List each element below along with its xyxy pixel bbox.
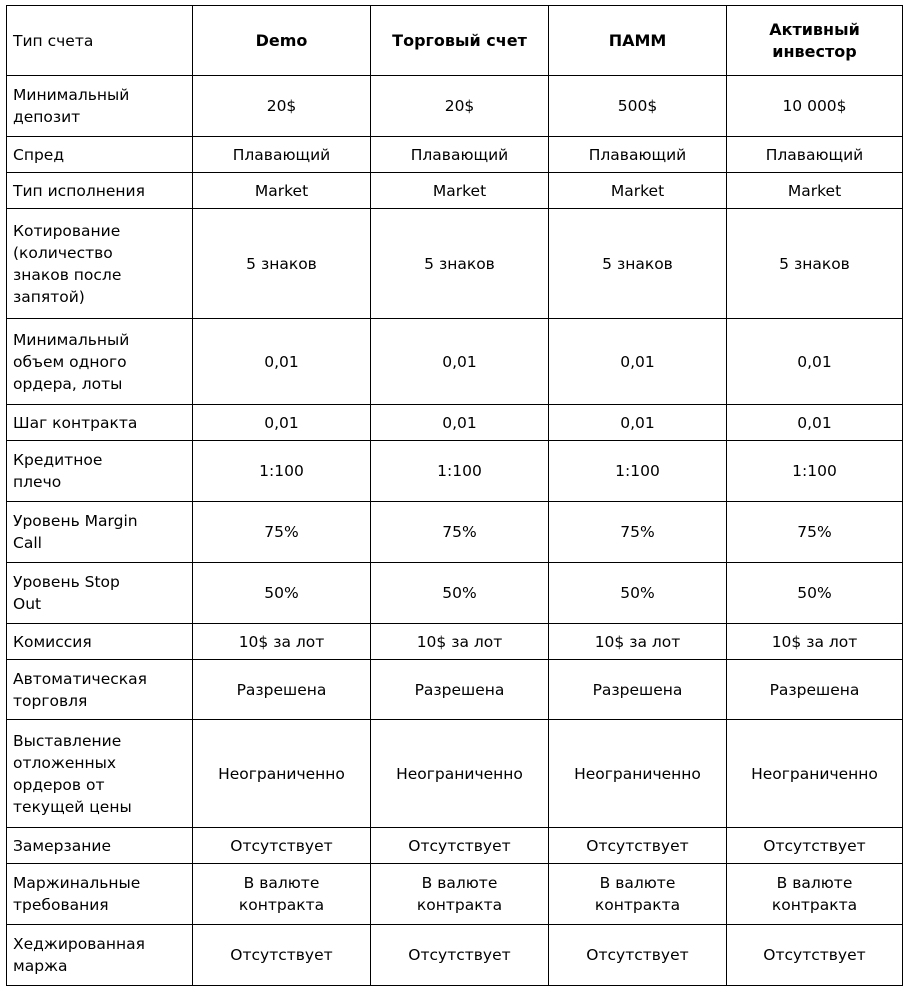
row-label: Хеджированная маржа [7, 925, 193, 986]
cell-value: Неограниченно [193, 720, 371, 828]
cell-value: 50% [549, 563, 727, 624]
cell-value: 0,01 [727, 405, 903, 441]
cell-value: 20$ [193, 76, 371, 137]
row-label: Минимальный депозит [7, 76, 193, 137]
cell-value: Отсутствует [193, 925, 371, 986]
cell-value: Неограниченно [549, 720, 727, 828]
table-row [7, 925, 903, 986]
cell-value: Market [727, 173, 903, 209]
row-label: Спред [7, 137, 193, 173]
cell-value: 500$ [549, 76, 727, 137]
header-active-investor: Активный инвестор [727, 6, 903, 76]
table-row [7, 319, 903, 405]
cell-value: 10$ за лот [371, 624, 549, 660]
table-row [7, 864, 903, 925]
table-row [7, 660, 903, 720]
cell-value: 75% [371, 502, 549, 563]
table-row [7, 76, 903, 137]
cell-value: Отсутствует [193, 828, 371, 864]
cell-value: Разрешена [193, 660, 371, 720]
cell-value: Отсутствует [727, 828, 903, 864]
row-label: Котирование (количество знаков после запятой) [7, 209, 193, 319]
cell-value: 5 знаков [371, 209, 549, 319]
cell-value: Отсутствует [727, 925, 903, 986]
cell-value: 10 000$ [727, 76, 903, 137]
cell-value: 50% [193, 563, 371, 624]
cell-value: Разрешена [727, 660, 903, 720]
cell-value: 5 знаков [727, 209, 903, 319]
cell-value: 50% [727, 563, 903, 624]
cell-value: Плавающий [727, 137, 903, 173]
row-label: Комиссия [7, 624, 193, 660]
table-row [7, 137, 903, 173]
cell-value: 75% [193, 502, 371, 563]
cell-value: В валюте контракта [193, 864, 371, 925]
cell-value: 1:100 [549, 441, 727, 502]
cell-value: В валюте контракта [727, 864, 903, 925]
cell-value: Неограниченно [727, 720, 903, 828]
cell-value: 5 знаков [549, 209, 727, 319]
cell-value: 75% [549, 502, 727, 563]
header-row-label: Тип счета [7, 6, 193, 76]
cell-value: 0,01 [193, 405, 371, 441]
cell-value: 50% [371, 563, 549, 624]
table-row [7, 209, 903, 319]
cell-value: 0,01 [549, 319, 727, 405]
header-row [7, 6, 903, 76]
cell-value: Неограниченно [371, 720, 549, 828]
row-label: Уровень Margin Call [7, 502, 193, 563]
account-comparison-table [6, 5, 903, 986]
row-label: Кредитное плечо [7, 441, 193, 502]
row-label: Автоматическая торговля [7, 660, 193, 720]
cell-value: 75% [727, 502, 903, 563]
row-label: Маржинальные требования [7, 864, 193, 925]
cell-value: Отсутствует [371, 828, 549, 864]
cell-value: В валюте контракта [549, 864, 727, 925]
row-label: Выставление отложенных ордеров от текущей цены [7, 720, 193, 828]
header-demo: Demo [193, 6, 371, 76]
cell-value: Отсутствует [549, 828, 727, 864]
cell-value: 20$ [371, 76, 549, 137]
row-label: Тип исполнения [7, 173, 193, 209]
table-row [7, 828, 903, 864]
cell-value: Market [549, 173, 727, 209]
cell-value: 5 знаков [193, 209, 371, 319]
row-label: Уровень Stop Out [7, 563, 193, 624]
row-label: Минимальный объем одного ордера, лоты [7, 319, 193, 405]
table-row [7, 624, 903, 660]
table-row [7, 405, 903, 441]
cell-value: Отсутствует [371, 925, 549, 986]
cell-value: 0,01 [371, 319, 549, 405]
table-row [7, 563, 903, 624]
cell-value: Плавающий [371, 137, 549, 173]
cell-value: 0,01 [371, 405, 549, 441]
cell-value: Плавающий [193, 137, 371, 173]
cell-value: 1:100 [371, 441, 549, 502]
table-row [7, 502, 903, 563]
table-row [7, 441, 903, 502]
row-label: Шаг контракта [7, 405, 193, 441]
cell-value: 0,01 [727, 319, 903, 405]
table-row [7, 720, 903, 828]
cell-value: 0,01 [193, 319, 371, 405]
header-trading-account: Торговый счет [371, 6, 549, 76]
cell-value: 0,01 [549, 405, 727, 441]
header-pamm: ПАММ [549, 6, 727, 76]
cell-value: Отсутствует [549, 925, 727, 986]
cell-value: Разрешена [549, 660, 727, 720]
cell-value: 10$ за лот [549, 624, 727, 660]
cell-value: 1:100 [727, 441, 903, 502]
table-row [7, 173, 903, 209]
cell-value: Market [371, 173, 549, 209]
cell-value: Плавающий [549, 137, 727, 173]
cell-value: Market [193, 173, 371, 209]
cell-value: 10$ за лот [193, 624, 371, 660]
row-label: Замерзание [7, 828, 193, 864]
cell-value: 1:100 [193, 441, 371, 502]
account-comparison-table-container [6, 5, 902, 986]
cell-value: 10$ за лот [727, 624, 903, 660]
cell-value: Разрешена [371, 660, 549, 720]
cell-value: В валюте контракта [371, 864, 549, 925]
